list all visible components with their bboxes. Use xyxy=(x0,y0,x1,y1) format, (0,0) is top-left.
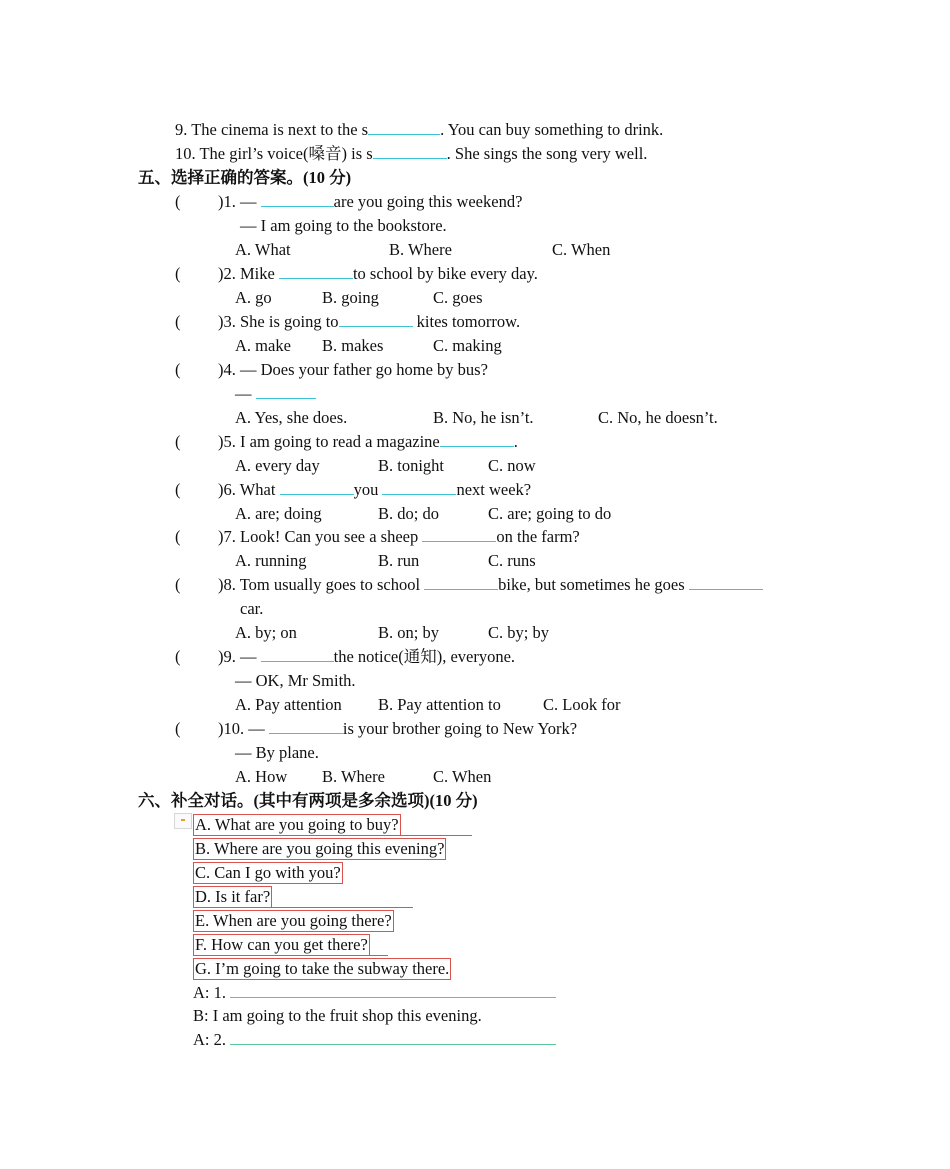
mc-question-1 xyxy=(218,192,522,212)
option-a: A. are; doing xyxy=(235,504,322,523)
answer-blank[interactable] xyxy=(280,480,354,495)
question-text: . She sings the song very well. xyxy=(446,144,648,163)
option-a: A. make xyxy=(235,336,291,355)
option-c: C. runs xyxy=(488,551,536,570)
dialogue-option-f: F. How can you get there? xyxy=(195,935,368,954)
question-text: 9. The cinema is next to the s xyxy=(175,120,369,139)
answer-paren[interactable]: ( xyxy=(175,432,181,451)
option-a: A. running xyxy=(235,551,307,570)
mc-question-8-cont: car. xyxy=(240,599,264,618)
question-text: the notice(通知), everyone. xyxy=(333,647,516,666)
option-c: C. When xyxy=(433,767,492,786)
mc-question-8 xyxy=(218,575,763,595)
mc-question-3 xyxy=(218,312,520,332)
dialogue-line-a2 xyxy=(193,1030,556,1050)
answer-paren[interactable]: ( xyxy=(175,647,181,666)
question-text: . xyxy=(513,432,518,451)
question-text: to school by bike every day. xyxy=(352,264,538,283)
answer-paren[interactable]: ( xyxy=(175,719,181,738)
option-c: C. When xyxy=(552,240,611,259)
question-text: )2. Mike xyxy=(218,264,279,283)
track-underline xyxy=(193,835,472,836)
mc-reply-9: — OK, Mr Smith. xyxy=(235,671,356,690)
option-b: B. going xyxy=(322,288,379,307)
dialogue-option-b: B. Where are you going this evening? xyxy=(195,839,445,858)
question-text: )8. Tom usually goes to school xyxy=(218,575,425,594)
option-c: C. by; by xyxy=(488,623,549,642)
answer-paren[interactable]: ( xyxy=(175,480,181,499)
section-6-title: 六、补全对话。(其中有两项是多余选项)(10 分) xyxy=(138,791,478,810)
option-a: A. Pay attention xyxy=(235,695,342,714)
dialogue-option-a: A. What are you going to buy? xyxy=(195,815,399,834)
reply-dash: — xyxy=(235,384,256,403)
fill-question-9 xyxy=(175,120,663,140)
speaker-label: A: 2. xyxy=(193,1030,231,1049)
option-c: C. are; going to do xyxy=(488,504,612,523)
answer-paren[interactable]: ( xyxy=(175,360,181,379)
option-a: A. Yes, she does. xyxy=(235,408,348,427)
option-a: A. How xyxy=(235,767,288,786)
question-text: next week? xyxy=(456,480,532,499)
question-text: kites tomorrow. xyxy=(412,312,521,331)
answer-paren[interactable]: ( xyxy=(175,264,181,283)
answer-blank[interactable] xyxy=(339,312,413,327)
option-b: B. tonight xyxy=(378,456,445,475)
dialogue-option-d: D. Is it far? xyxy=(195,887,271,906)
dialogue-option-e: E. When are you going there? xyxy=(195,911,392,930)
mc-question-5 xyxy=(218,432,518,452)
option-a: A. go xyxy=(235,288,272,307)
question-text: 10. The girl’s voice(嗓音) is s xyxy=(175,144,373,163)
anchor-marker-icon xyxy=(174,813,192,829)
dialogue-option-g: G. I’m going to take the subway there. xyxy=(195,959,450,978)
fill-question-10 xyxy=(175,144,647,164)
option-c: C. goes xyxy=(433,288,483,307)
mc-question-9 xyxy=(218,647,515,667)
answer-blank[interactable] xyxy=(373,144,447,159)
answer-blank[interactable] xyxy=(424,575,498,590)
mc-question-10 xyxy=(218,719,577,739)
option-b: B. on; by xyxy=(378,623,439,642)
dialogue-line-a1 xyxy=(193,983,556,1003)
question-text: bike, but sometimes he goes xyxy=(498,575,689,594)
mc-reply-1: — I am going to the bookstore. xyxy=(240,216,447,235)
option-a: A. every day xyxy=(235,456,320,475)
question-text: )9. — xyxy=(218,647,261,666)
answer-paren[interactable]: ( xyxy=(175,192,181,211)
option-b: B. No, he isn’t. xyxy=(433,408,534,427)
answer-paren[interactable]: ( xyxy=(175,527,181,546)
option-c: C. making xyxy=(433,336,502,355)
track-underline xyxy=(193,907,413,908)
option-b: B. run xyxy=(378,551,420,570)
option-c: C. now xyxy=(488,456,536,475)
dialogue-option-c: C. Can I go with you? xyxy=(195,863,341,882)
option-b: B. Pay attention to xyxy=(378,695,501,714)
dialogue-line-b1: B: I am going to the fruit shop this evening. xyxy=(193,1006,482,1025)
answer-blank[interactable] xyxy=(440,432,514,447)
answer-blank[interactable] xyxy=(261,647,334,662)
option-b: B. makes xyxy=(322,336,384,355)
answer-paren[interactable]: ( xyxy=(175,312,181,331)
answer-blank[interactable] xyxy=(230,1030,556,1045)
answer-paren[interactable]: ( xyxy=(175,575,181,594)
option-b: B. do; do xyxy=(378,504,439,523)
answer-blank[interactable] xyxy=(269,719,343,734)
option-b: B. Where xyxy=(322,767,385,786)
answer-blank[interactable] xyxy=(382,480,456,495)
option-c: C. No, he doesn’t. xyxy=(598,408,718,427)
question-text: )5. I am going to read a magazine xyxy=(218,432,440,451)
answer-blank[interactable] xyxy=(230,983,556,998)
question-text: . You can buy something to drink. xyxy=(440,120,664,139)
question-text: you xyxy=(353,480,383,499)
question-text: is your brother going to New York? xyxy=(342,719,578,738)
option-c: C. Look for xyxy=(543,695,621,714)
mc-reply-10: — By plane. xyxy=(235,743,319,762)
track-underline xyxy=(193,859,356,860)
answer-blank[interactable] xyxy=(368,120,440,135)
mc-question-2 xyxy=(218,264,538,284)
answer-blank[interactable] xyxy=(279,264,353,279)
question-text: are you going this weekend? xyxy=(333,192,523,211)
answer-blank[interactable] xyxy=(261,192,334,207)
question-text: )7. Look! Can you see a sheep xyxy=(218,527,423,546)
answer-blank[interactable] xyxy=(422,527,496,542)
question-text: )10. — xyxy=(218,719,269,738)
option-a: A. by; on xyxy=(235,623,297,642)
question-text: )6. What xyxy=(218,480,280,499)
question-text: on the farm? xyxy=(496,527,580,546)
track-underline xyxy=(193,955,388,956)
mc-question-7 xyxy=(218,527,580,547)
option-a: A. What xyxy=(235,240,291,259)
section-5-title: 五、选择正确的答案。(10 分) xyxy=(138,168,352,187)
option-b: B. Where xyxy=(389,240,452,259)
mc-reply-4 xyxy=(235,384,316,404)
answer-blank[interactable] xyxy=(689,575,763,590)
mc-question-6 xyxy=(218,480,531,500)
answer-blank[interactable] xyxy=(256,384,316,399)
question-text: )3. She is going to xyxy=(218,312,339,331)
mc-question-4: )4. — Does your father go home by bus? xyxy=(218,360,488,379)
question-text: )1. — xyxy=(218,192,261,211)
speaker-label: A: 1. xyxy=(193,983,231,1002)
